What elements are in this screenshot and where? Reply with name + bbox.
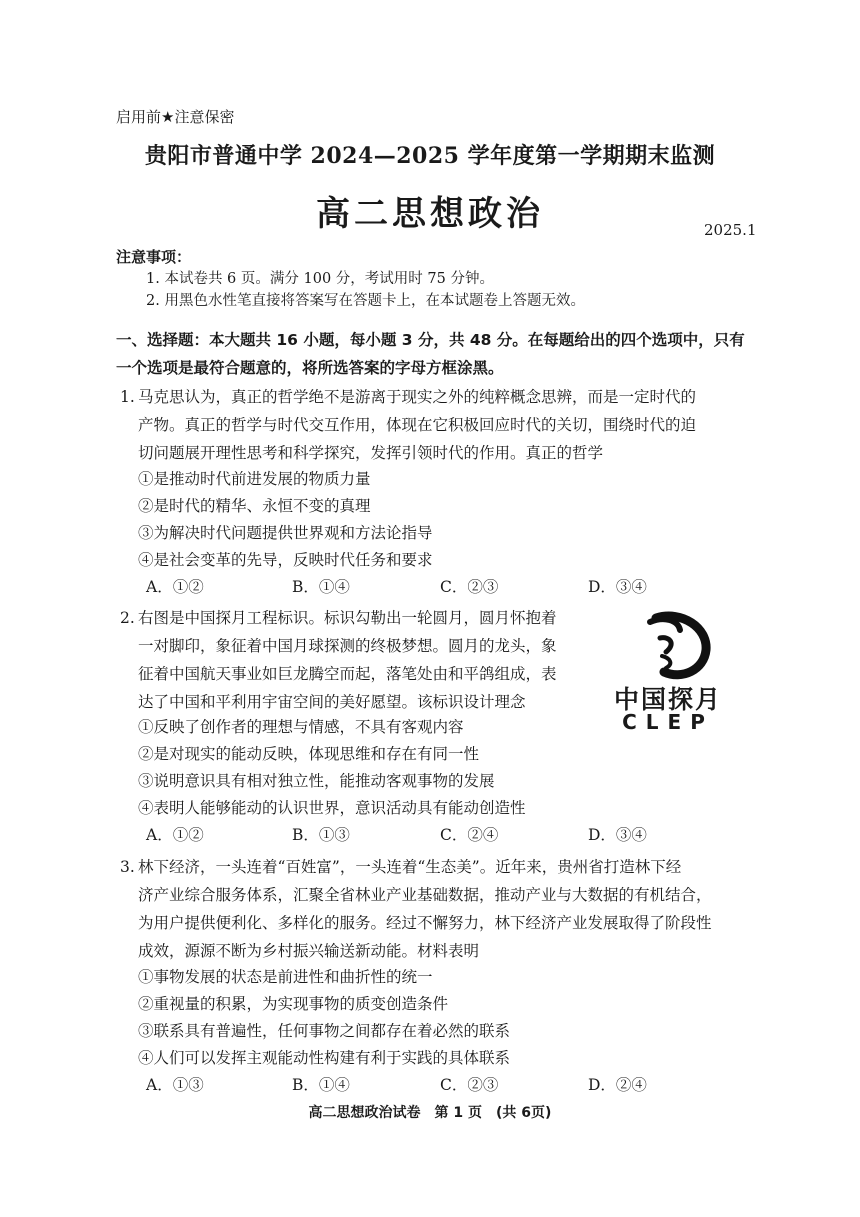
answer-choice-a: A．①②	[146, 578, 204, 596]
notice-heading: 注意事项：	[116, 248, 192, 266]
clep-logo	[604, 608, 732, 732]
question-stem-line: 林下经济，一头连着“百姓富”，一头连着“生态美”。近年来，贵州省打造林下经	[138, 858, 682, 876]
question-stem-line: 达了中国和平利用宇宙空间的美好愿望。该标识设计理念	[138, 693, 526, 711]
answer-choice-d: D．③④	[588, 578, 647, 596]
question-stem-line: 右图是中国探月工程标识。标识勾勒出一轮圆月，圆月怀抱着	[138, 609, 557, 627]
exam-date: 2025.1	[704, 221, 757, 239]
answer-choice-c: C．②④	[440, 826, 499, 844]
answer-choice-c: C．②③	[440, 1076, 499, 1094]
statement-option: ④表明人能够能动的认识世界，意识活动具有能动创造性	[138, 799, 526, 817]
question-stem-line: 一对脚印，象征着中国月球探测的终极梦想。圆月的龙头，象	[138, 637, 557, 655]
question-stem-line: 为用户提供便利化、多样化的服务。经过不懈努力，林下经济产业发展取得了阶段性	[138, 914, 712, 932]
answer-choice-b: B．①④	[292, 1076, 350, 1094]
secret-mark: 启用前★注意保密	[116, 108, 235, 126]
question-number: 1.	[120, 388, 135, 406]
statement-option: ①事物发展的状态是前进性和曲折性的统一	[138, 968, 433, 986]
question-stem-line: 征着中国航天事业如巨龙腾空而起，落笔处由和平鸽组成，表	[138, 665, 557, 683]
question-stem-line: 切问题展开理性思考和科学探究，发挥引领时代的作用。真正的哲学	[138, 444, 604, 462]
question-stem-line: 济产业综合服务体系，汇聚全省林业产业基础数据，推动产业与大数据的有机结合，	[138, 886, 712, 904]
statement-option: ③为解决时代问题提供世界观和方法论指导	[138, 524, 433, 542]
notice-item: 2. 用黑色水性笔直接将答案写在答题卡上，在本试题卷上答题无效。	[146, 293, 585, 309]
answer-choice-a: A．①②	[146, 826, 204, 844]
answer-choice-c: C．②③	[440, 578, 499, 596]
question-stem-line: 成效，源源不断为乡村振兴输送新动能。材料表明	[138, 942, 480, 960]
statement-option: ②是时代的精华、永恒不变的真理	[138, 497, 371, 515]
moon-logo-icon	[604, 608, 732, 682]
subject-title: 高二思想政治	[316, 194, 544, 234]
answer-choice-d: D．③④	[588, 826, 647, 844]
answer-choice-b: B．①④	[292, 578, 350, 596]
question-stem-line: 马克思认为，真正的哲学绝不是游离于现实之外的纯粹概念思辨，而是一定时代的	[138, 388, 697, 406]
logo-chinese-text: 中国探月	[613, 685, 722, 714]
answer-choice-b: B．①③	[292, 826, 350, 844]
exam-title: 贵阳市普通中学 2024—2025 学年度第一学期期末监测	[144, 143, 716, 169]
notice-item: 1. 本试卷共 6 页。满分 100 分，考试用时 75 分钟。	[146, 271, 494, 287]
section-heading: 一、选择题：本大题共 16 小题，每小题 3 分，共 48 分。在每题给出的四个选项中，只有一个选项是最符合题意的，将所选答案的字母方框涂黑。	[116, 331, 745, 377]
statement-option: ①是推动时代前进发展的物质力量	[138, 470, 371, 488]
logo-english-text: CLEP	[622, 710, 714, 734]
question-number: 3.	[120, 858, 135, 876]
answer-choice-d: D．②④	[588, 1076, 647, 1094]
statement-option: ②是对现实的能动反映，体现思维和存在有同一性	[138, 745, 480, 763]
statement-option: ①反映了创作者的理想与情感，不具有客观内容	[138, 718, 464, 736]
question-stem-line: 产物。真正的哲学与时代交互作用，体现在它积极回应时代的关切，围绕时代的迫	[138, 416, 697, 434]
statement-option: ③说明意识具有相对独立性，能推动客观事物的发展	[138, 772, 495, 790]
page-footer: 高二思想政治试卷 第 1 页 (共 6页)	[308, 1105, 552, 1121]
statement-option: ④是社会变革的先导，反映时代任务和要求	[138, 551, 433, 569]
statement-option: ④人们可以发挥主观能动性构建有利于实践的具体联系	[138, 1049, 511, 1067]
answer-choice-a: A．①③	[146, 1076, 204, 1094]
statement-option: ③联系具有普遍性，任何事物之间都存在着必然的联系	[138, 1022, 511, 1040]
question-number: 2.	[120, 609, 135, 627]
statement-option: ②重视量的积累，为实现事物的质变创造条件	[138, 995, 449, 1013]
